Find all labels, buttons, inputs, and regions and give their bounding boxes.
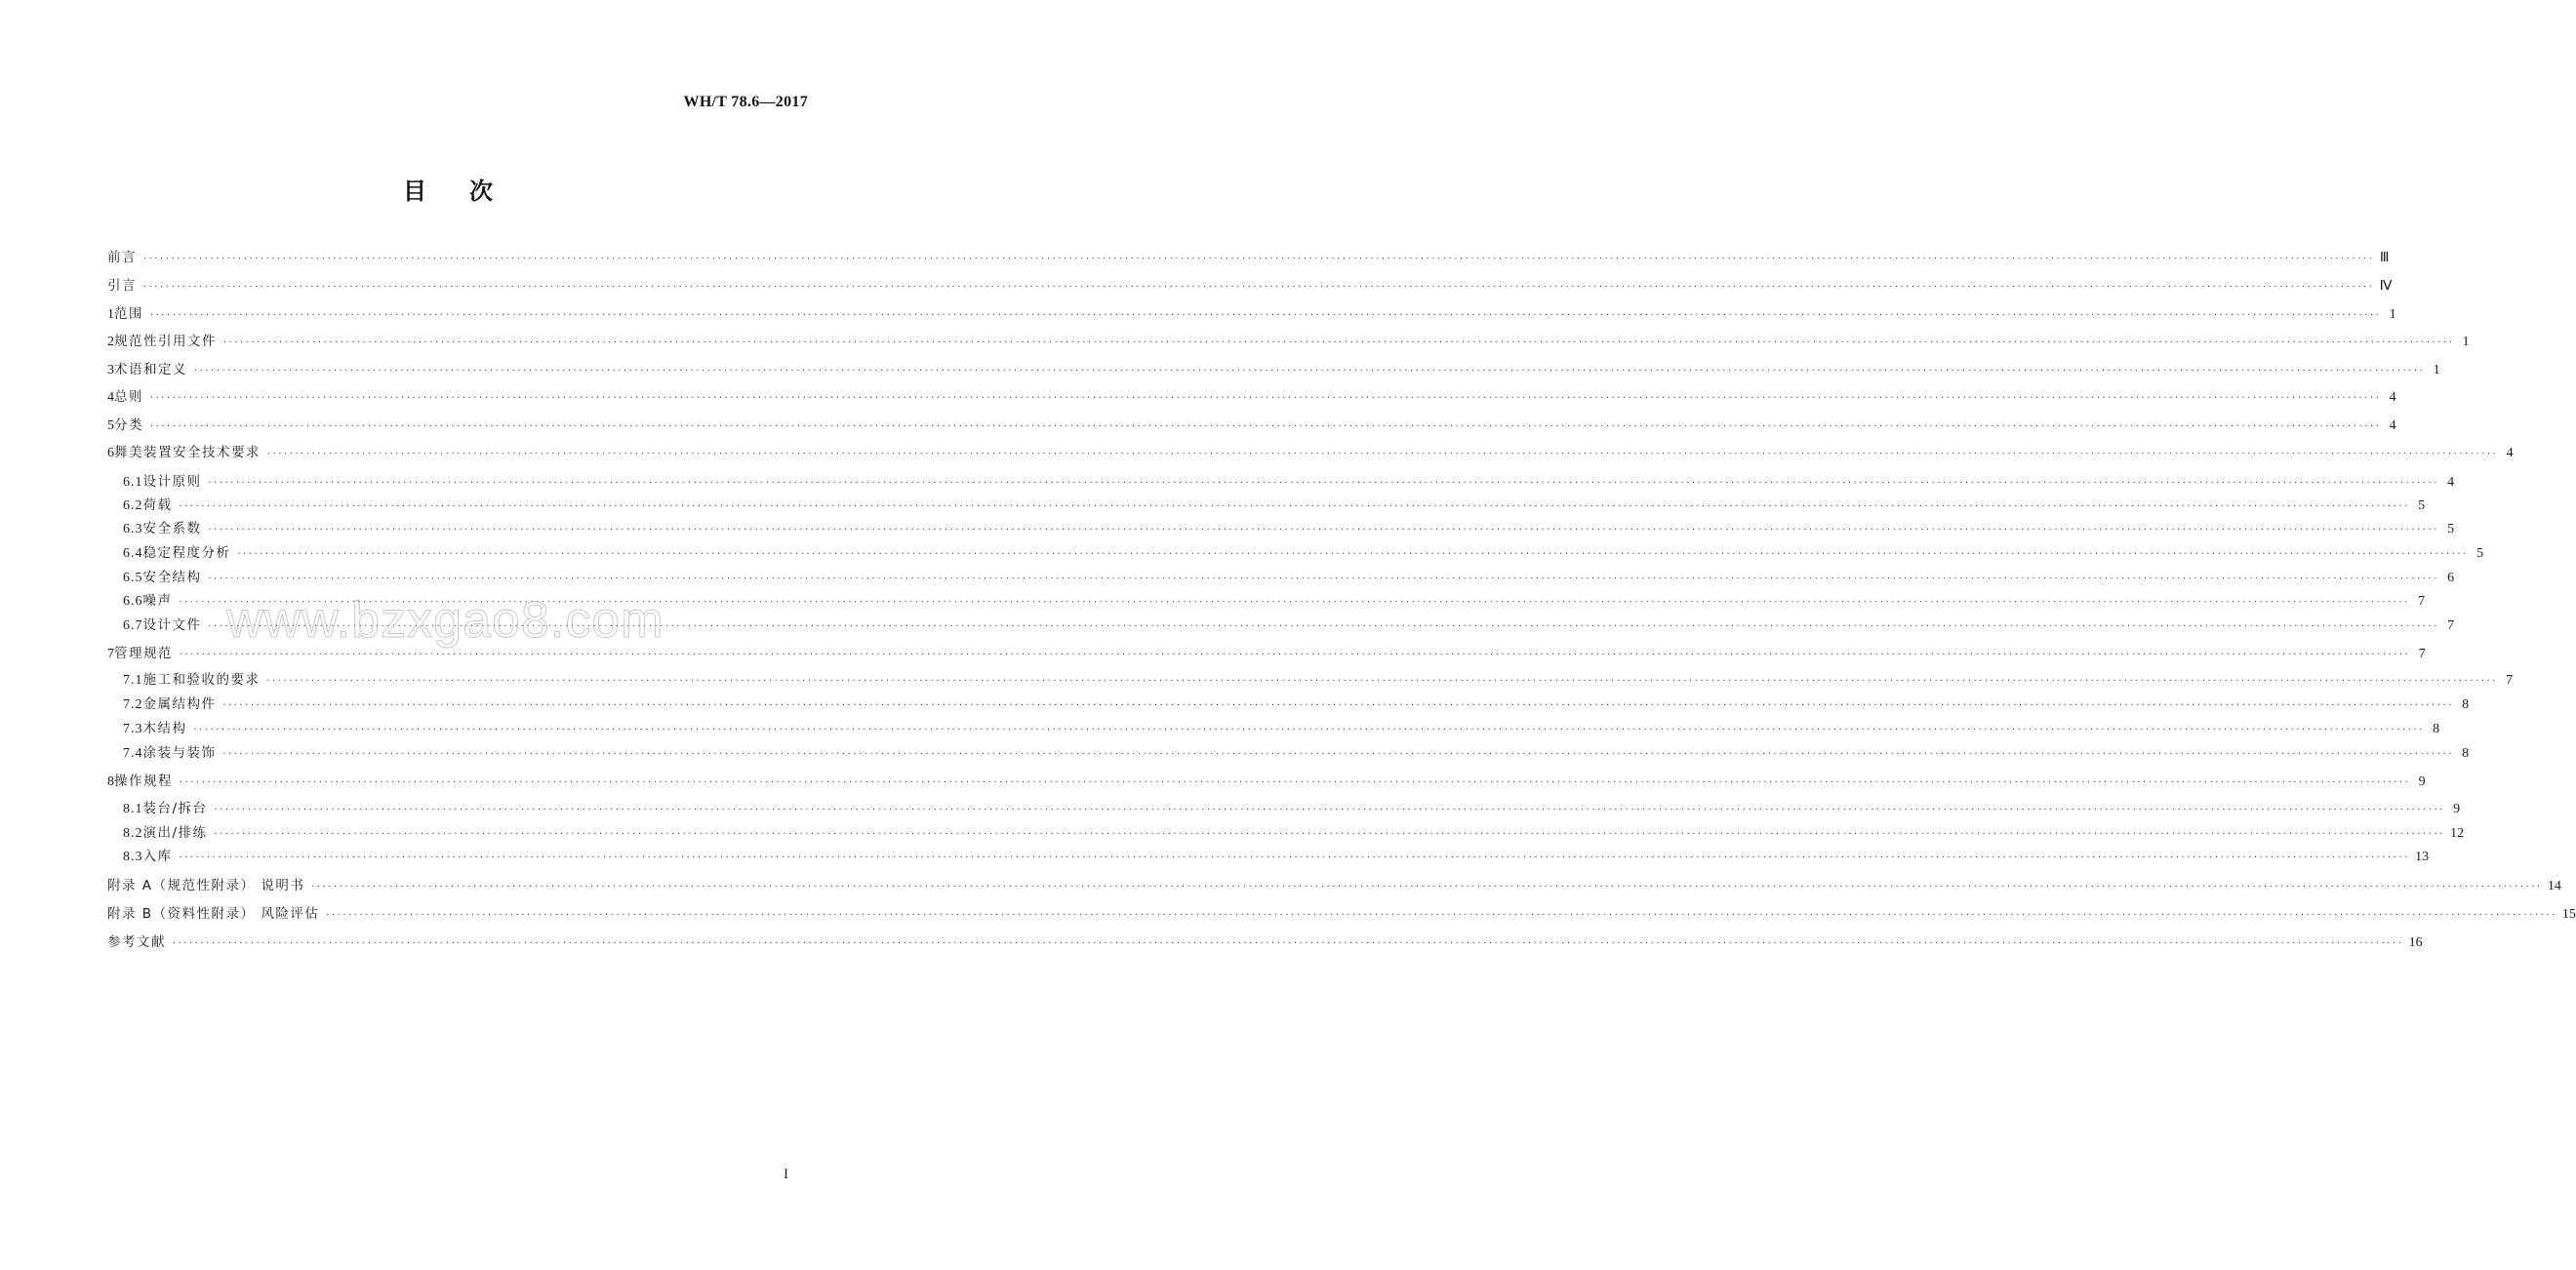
toc-entry[interactable] — [107, 360, 2440, 379]
toc-entry[interactable] — [107, 387, 2396, 407]
toc-entry-label: 分类 — [114, 417, 143, 433]
toc-entry-number: 7.1 — [123, 673, 143, 688]
page-title — [0, 172, 898, 206]
toc-entry-number: 8.3 — [123, 850, 143, 864]
toc-entry[interactable] — [107, 248, 2390, 267]
page-title-char-2: 次 — [469, 178, 495, 205]
toc-entry-page: 8 — [2433, 722, 2440, 736]
toc-leader-dots: ················································································································································································································································································································································································································ — [213, 829, 2445, 838]
toc-leader-dots: ················································································································································································································································································································································································································ — [178, 597, 2410, 606]
page-number: I — [784, 1167, 788, 1182]
toc-entry-number: 7.2 — [123, 697, 143, 712]
toc-entry-page: 6 — [2447, 571, 2455, 585]
toc-entry[interactable] — [107, 695, 2470, 714]
toc-entry-number: 6.5 — [123, 571, 143, 585]
toc-entry-number: 7 — [107, 647, 114, 661]
toc-entry-page: 7 — [2447, 618, 2455, 633]
toc-entry[interactable] — [107, 772, 2426, 791]
toc-entry[interactable] — [107, 743, 2470, 763]
toc-entry-page: 4 — [2506, 446, 2514, 460]
toc-leader-dots: ················································································································································································································································································································································································································ — [222, 337, 2454, 346]
toc-entry[interactable] — [107, 496, 2426, 515]
toc-entry-number: 7.3 — [123, 722, 143, 736]
toc-entry[interactable] — [107, 876, 2561, 895]
toc-entry-page: 9 — [2418, 774, 2426, 789]
toc-entry-number: 6.1 — [123, 475, 143, 490]
toc-entry-number: 3 — [107, 363, 114, 377]
toc-entry-page: 1 — [2389, 307, 2396, 322]
toc-entry[interactable] — [107, 670, 2514, 690]
toc-entry[interactable] — [107, 543, 2484, 563]
toc-entry[interactable] — [107, 799, 2461, 818]
toc-leader-dots: ················································································································································································································································································································································································································ — [207, 478, 2439, 487]
toc-entry-label: 安全结构 — [142, 570, 202, 585]
toc-entry[interactable] — [107, 443, 2514, 462]
toc-entry[interactable] — [107, 276, 2393, 296]
toc-entry-page: 1 — [2433, 363, 2440, 377]
toc-leader-dots: ················································································································································································································································································································································································································ — [172, 938, 2403, 947]
toc-entry-number: 6.4 — [123, 546, 143, 561]
toc-entry-page: 9 — [2453, 802, 2461, 816]
toc-entry[interactable] — [107, 304, 2396, 324]
toc-entry-label: 荷载 — [142, 497, 173, 513]
toc-leader-dots: ················································································································································································································································································································································································································ — [325, 910, 2556, 919]
toc-entry-label: 涂装与装饰 — [142, 745, 217, 761]
watermark-url: www.bzxgao8.com — [226, 592, 664, 649]
toc-entry-label: 装台/拆台 — [142, 801, 208, 816]
toc-entry-label: 附录 A（规范性附录） 说明书 — [107, 878, 305, 893]
toc-entry-label: 总则 — [114, 389, 143, 405]
toc-entry-number: 8.2 — [123, 826, 143, 841]
toc-leader-dots: ················································································································································································································································································································································································································ — [207, 574, 2439, 582]
toc-entry[interactable] — [107, 719, 2440, 738]
toc-leader-dots: ················································································································································································································································································································································································································ — [310, 882, 2542, 891]
toc-entry[interactable] — [107, 416, 2396, 435]
toc-entry-page: 8 — [2462, 697, 2470, 712]
toc-entry-page: 8 — [2462, 746, 2470, 761]
toc-leader-dots: ················································································································································································································································································································································································································ — [179, 650, 2410, 658]
toc-leader-dots: ················································································································································································································································································································································································································ — [142, 254, 2374, 262]
toc-entry-label: 附录 B（资料性附录） 风险评估 — [107, 906, 320, 922]
toc-entry-page: Ⅳ — [2379, 279, 2393, 294]
toc-leader-dots: ················································································································································································································································································································································································································ — [178, 853, 2410, 861]
toc-entry-page: 4 — [2389, 418, 2396, 433]
toc-entry[interactable] — [107, 568, 2455, 587]
toc-leader-dots: ················································································································································································································································································································································································································ — [221, 749, 2454, 758]
toc-entry-number: 7.4 — [123, 746, 143, 761]
toc-leader-dots: ················································································································································································································································································································································································································ — [221, 700, 2454, 709]
toc-entry-label: 施工和验收的要求 — [142, 672, 261, 688]
toc-entry-number: 6.6 — [123, 594, 143, 609]
toc-entry-page: 5 — [2476, 546, 2484, 561]
toc-entry-number: 5 — [107, 418, 114, 433]
toc-entry-page: 14 — [2547, 879, 2561, 893]
toc-leader-dots: ················································································································································································································································································································································································································ — [207, 621, 2439, 630]
toc-entry-number: 8.1 — [123, 802, 143, 816]
toc-entry-label: 管理规范 — [114, 646, 173, 661]
toc-entry[interactable] — [107, 904, 2576, 924]
toc-entry-label: 木结构 — [142, 721, 187, 736]
toc-entry-page: 5 — [2418, 498, 2426, 513]
standard-code: WH/T 78.6—2017 — [683, 94, 808, 110]
toc-leader-dots: ················································································································································································································································································································································································································ — [179, 777, 2410, 786]
toc-entry-number: 8 — [107, 774, 114, 789]
toc-entry-label: 参考文献 — [107, 934, 166, 950]
toc-entry-page: 4 — [2389, 390, 2396, 405]
toc-entry-label: 入库 — [142, 849, 173, 864]
toc-entry-label: 演出/排练 — [142, 825, 208, 841]
toc-entry[interactable] — [107, 823, 2465, 843]
toc-entry-label: 设计文件 — [142, 617, 202, 633]
toc-entry-page: 1 — [2462, 335, 2470, 349]
toc-leader-dots: ················································································································································································································································································································································································································ — [178, 501, 2410, 510]
toc-entry-page: 7 — [2418, 647, 2426, 661]
toc-entry-number: 1 — [107, 307, 114, 322]
toc-entry-page: 5 — [2447, 522, 2455, 536]
toc-entry-number: 6 — [107, 446, 114, 460]
toc-entry-label: 操作规程 — [114, 774, 173, 789]
toc-entry-page: 12 — [2450, 826, 2465, 841]
toc-entry[interactable] — [107, 519, 2455, 538]
toc-entry-page: 15 — [2561, 907, 2576, 922]
toc-entry-label: 范围 — [114, 306, 143, 322]
toc-entry-page: 13 — [2415, 850, 2430, 864]
toc-entry-page: Ⅲ — [2379, 251, 2390, 265]
toc-leader-dots: ················································································································································································································································································································································································································ — [149, 310, 2381, 319]
toc-entry-label: 引言 — [107, 278, 137, 294]
toc-entry-page: 7 — [2418, 594, 2426, 609]
toc-entry-label: 规范性引用文件 — [114, 334, 217, 349]
toc-entry-number: 2 — [107, 335, 114, 349]
toc-entry-number: 6.3 — [123, 522, 143, 536]
toc-entry-label: 安全系数 — [142, 521, 202, 536]
toc-entry-page: 4 — [2447, 475, 2455, 490]
toc-entry[interactable] — [107, 933, 2423, 952]
toc-leader-dots: ················································································································································································································································································································································································································ — [192, 725, 2425, 734]
toc-entry-number: 6.2 — [123, 498, 143, 513]
toc-entry-label: 术语和定义 — [114, 362, 187, 377]
toc-entry[interactable] — [107, 847, 2430, 866]
toc-entry-number: 4 — [107, 390, 114, 405]
toc-entry-page: 7 — [2506, 673, 2514, 688]
toc-entry-label: 设计原则 — [142, 474, 202, 490]
toc-entry[interactable] — [107, 591, 2426, 611]
toc-leader-dots: ················································································································································································································································································································································································································ — [142, 282, 2374, 291]
toc-leader-dots: ················································································································································································································································································································································································································ — [265, 676, 2498, 685]
toc-entry-page: 16 — [2408, 935, 2423, 950]
toc-leader-dots: ················································································································································································································································································································································································································ — [236, 549, 2469, 558]
toc-leader-dots: ················································································································································································································································································································································································································ — [149, 393, 2381, 402]
page-title-char-1: 目 — [403, 178, 428, 205]
toc-leader-dots: ················································································································································································································································································································································································································ — [207, 525, 2439, 534]
toc-leader-dots: ················································································································································································································································································································································································································ — [149, 421, 2381, 430]
toc-entry-label: 稳定程度分析 — [142, 545, 231, 561]
toc-leader-dots: ················································································································································································································································································································································································································ — [266, 449, 2498, 457]
toc-entry-number: 6.7 — [123, 618, 143, 633]
toc-entry[interactable] — [107, 472, 2455, 492]
toc-entry[interactable] — [107, 644, 2426, 663]
toc-entry-label: 舞美装置安全技术要求 — [114, 445, 261, 460]
toc-leader-dots: ················································································································································································································································································································································································································ — [213, 805, 2445, 814]
toc-entry-label: 前言 — [107, 250, 137, 265]
toc-leader-dots: ················································································································································································································································································································································································································ — [193, 366, 2425, 375]
toc-entry-label: 金属结构件 — [142, 696, 217, 712]
toc-entry-label: 噪声 — [142, 593, 173, 609]
toc-entry[interactable] — [107, 615, 2455, 635]
toc-entry[interactable] — [107, 332, 2470, 351]
